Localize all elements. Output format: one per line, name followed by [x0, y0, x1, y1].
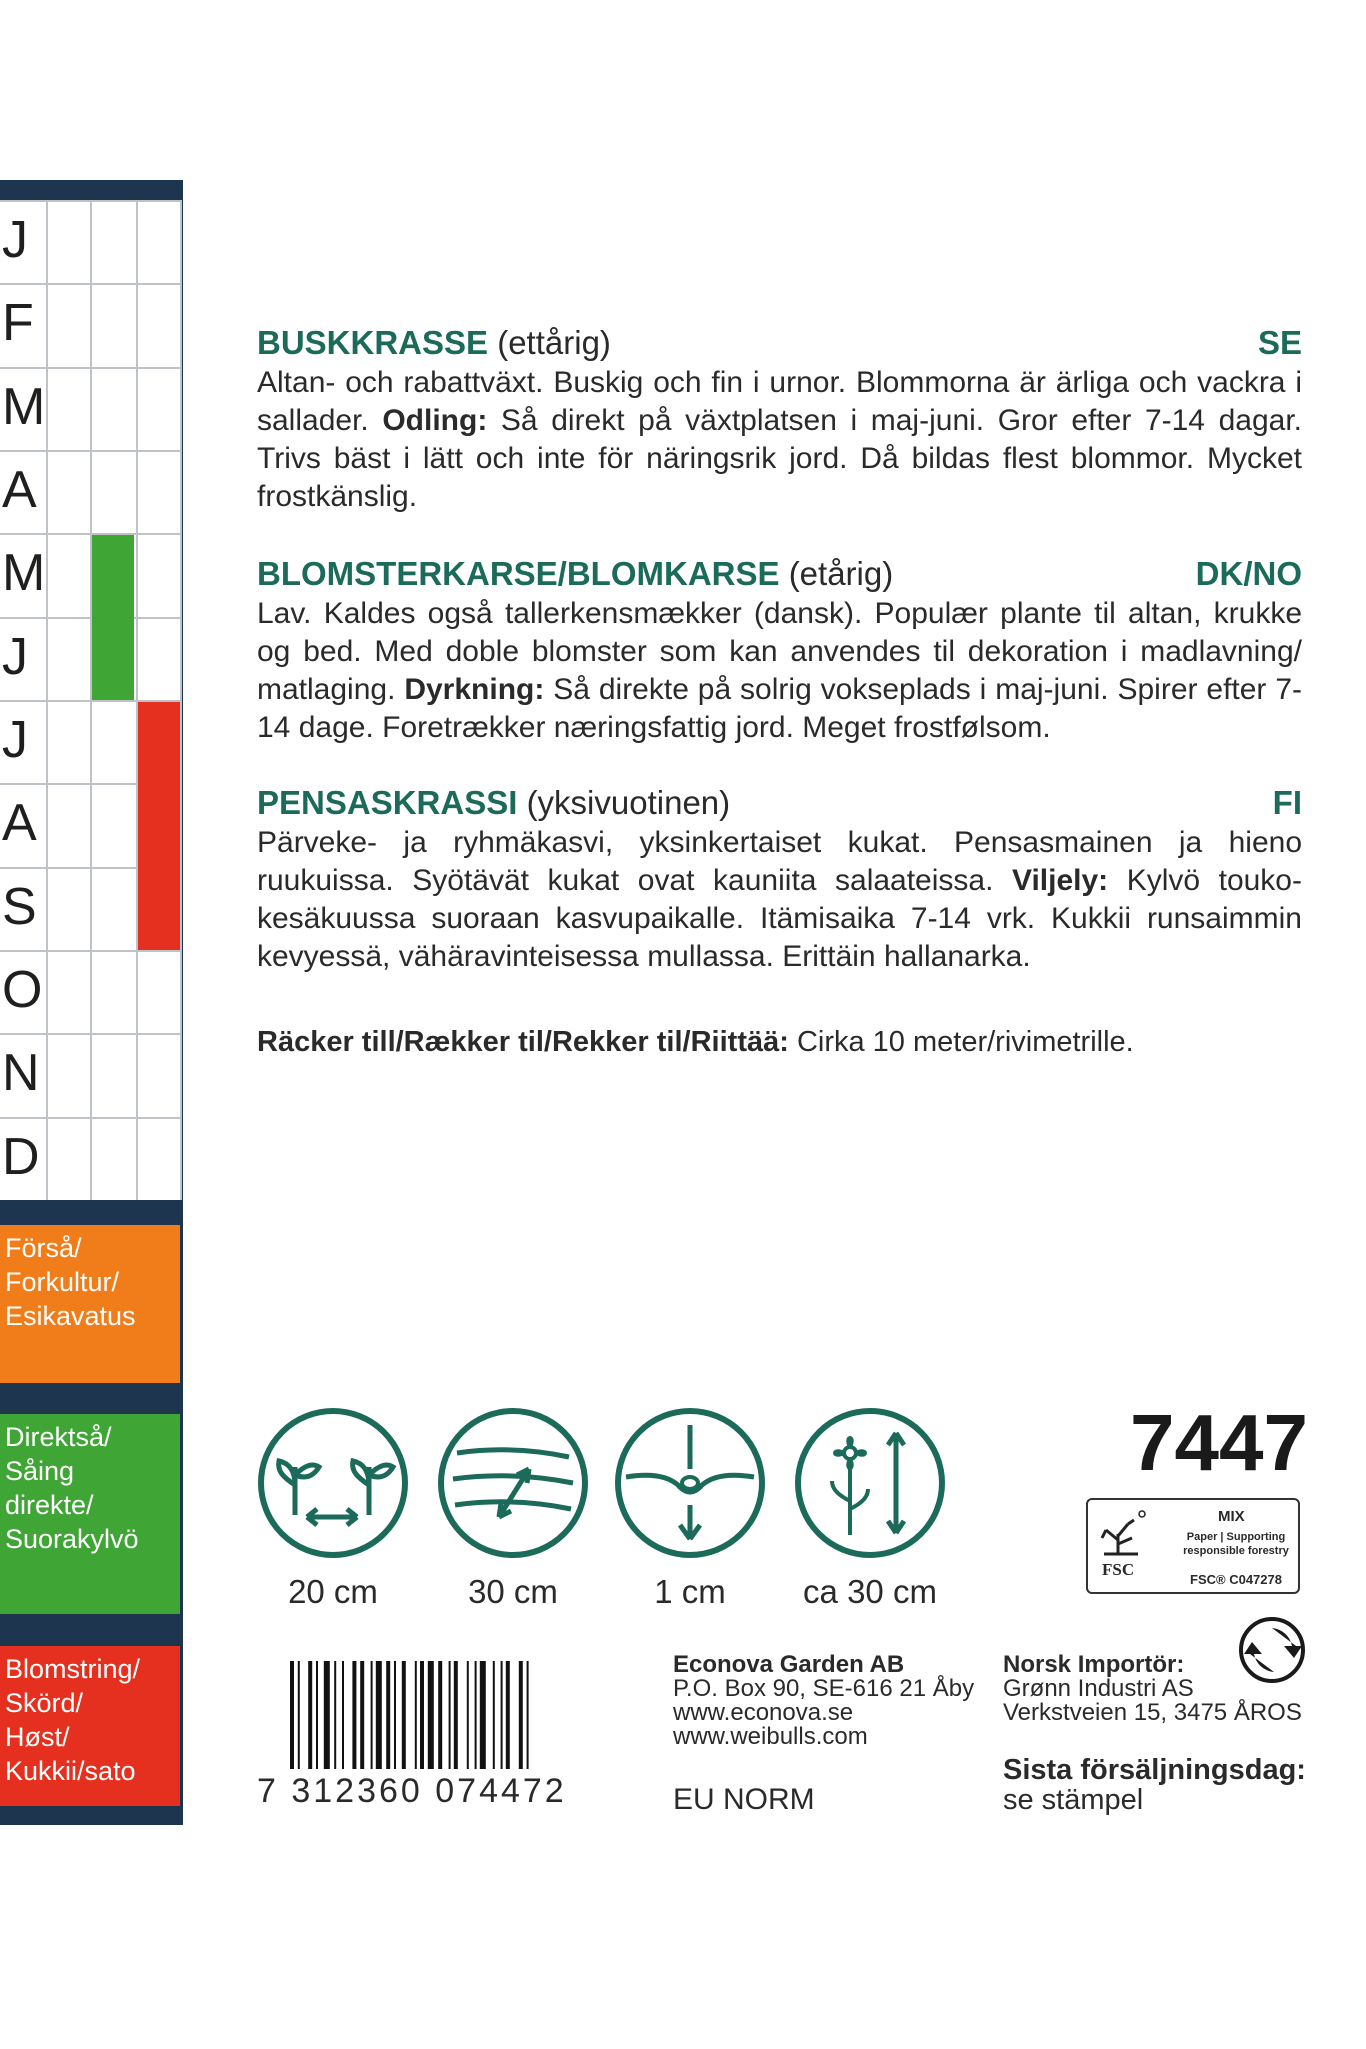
barcode-bar — [480, 1661, 486, 1769]
barcode-digits: 7 312360 074472 — [257, 1772, 567, 1810]
barcode-bar — [352, 1661, 356, 1769]
barcode-bar — [324, 1661, 330, 1769]
direct-sow-band — [90, 535, 134, 700]
fsc-label — [1086, 1498, 1300, 1594]
bloom-band — [136, 702, 180, 950]
month-letter: J — [2, 627, 28, 686]
yield-value: Cirka 10 meter/rivimetrille. — [788, 1026, 1134, 1058]
legend-direct-sow: Direktså/ Såing direkte/ Suorakylvö — [0, 1414, 180, 1614]
section-heading — [257, 322, 1302, 364]
language-code: FI — [1272, 784, 1302, 821]
section-title: PENSASKRASSI — [257, 784, 518, 821]
month-letter: D — [2, 1127, 40, 1186]
yield-label: Räcker till/Rækker til/Rekker til/Riittää: — [257, 1026, 789, 1058]
plant-height-label: ca 30 cm — [803, 1573, 937, 1610]
calendar-column-line — [136, 200, 138, 1200]
barcode-bar — [371, 1661, 373, 1769]
fsc-mix: MIX — [1218, 1508, 1245, 1525]
fsc-tree-icon — [1098, 1504, 1168, 1562]
section-title: BUSKKRASSE — [257, 324, 489, 361]
month-letter: J — [2, 211, 28, 269]
row-spacing — [433, 1405, 593, 1611]
body-text: Kylvö touko-kesäkuussa suoraan kasvupaikalle. Itämisaika 7-14 vrk. Kukkii runsaimmin kevyessä, vähäravinteisessa mullassa. Erittäin hallanarka. — [257, 864, 1302, 973]
barcode-bar — [394, 1661, 396, 1769]
sale-date-head: Sista försäljningsdag: — [1003, 1754, 1306, 1786]
barcode-bar — [402, 1661, 406, 1769]
section-body — [257, 595, 1302, 747]
body-label: Dyrkning: — [404, 673, 545, 706]
body-text: Altan- och rabattväxt. Buskig och fin i urnor. Blommorna är ärliga och vackra i sallader. — [257, 366, 1302, 437]
barcode-bar — [428, 1661, 434, 1769]
language-code: DK/NO — [1195, 555, 1302, 592]
month-letter: O — [2, 961, 43, 1019]
plant-height — [790, 1405, 950, 1611]
barcode-bar — [519, 1661, 523, 1769]
barcode-bar — [386, 1661, 390, 1769]
month-letter: M — [2, 377, 46, 436]
eu-norm: EU NORM — [673, 1783, 815, 1816]
calendar-column-line — [180, 200, 182, 1200]
barcode-bar — [467, 1661, 469, 1769]
month-letter: A — [2, 461, 37, 519]
barcode-bar — [506, 1661, 510, 1769]
fsc-word: FSC — [1102, 1560, 1135, 1579]
section-finnish — [257, 782, 1302, 976]
sowing-depth-icon — [612, 1405, 768, 1561]
plant-spacing-label: 20 cm — [288, 1573, 378, 1610]
body-text: Så direkte på solrig vokseplads i maj-juni. Spirer efter 7-14 dage. Foretrækker næringsfattig jord. Meget frostfølsom. — [257, 673, 1303, 744]
company-name: Econova Garden AB — [673, 1651, 905, 1678]
sale-date — [1003, 1755, 1306, 1815]
section-body — [257, 364, 1302, 516]
barcode-bar — [342, 1661, 344, 1769]
legend-pre-sow: Förså/ Forkultur/ Esikavatus — [0, 1225, 180, 1383]
month-letter: A — [2, 794, 37, 853]
barcode — [290, 1661, 590, 1773]
section-note: (yksivuotinen) — [526, 784, 731, 821]
importer-head: Norsk Importör: — [1003, 1651, 1185, 1678]
barcode-bar — [501, 1661, 503, 1769]
row-spacing-icon — [435, 1405, 591, 1561]
yield-info — [257, 1023, 1302, 1061]
plant-height-icon — [792, 1405, 948, 1561]
body-text: Lav. Kaldes også tallerkensmækker (dansk). Populær plante til altan, krukke og bed. Med doble blomster som kan anvendes til dekoration i madlavning/ matlaging. — [257, 597, 1302, 706]
section-danish-norwegian — [257, 553, 1302, 747]
barcode-bar — [493, 1661, 495, 1769]
company-line: www.econova.se — [673, 1699, 854, 1726]
barcode-bar — [420, 1661, 424, 1769]
body-label: Odling: — [382, 404, 488, 437]
importer-line: Grønn Industri AS — [1003, 1675, 1194, 1702]
row-spacing-label: 30 cm — [468, 1573, 558, 1610]
section-body — [257, 824, 1302, 976]
sowing-depth-label: 1 cm — [654, 1573, 726, 1610]
sowing-depth — [610, 1405, 770, 1611]
barcode-bar — [527, 1661, 529, 1769]
month-letter: N — [2, 1044, 40, 1103]
company-line: P.O. Box 90, SE-616 21 Åby — [673, 1675, 975, 1702]
company-line: www.weibulls.com — [673, 1723, 868, 1750]
barcode-bar — [290, 1661, 294, 1769]
barcode-bar — [360, 1661, 364, 1769]
month-letter: F — [2, 294, 34, 353]
barcode-bar — [334, 1661, 336, 1769]
section-heading — [257, 553, 1302, 595]
sale-date-value: se stämpel — [1003, 1784, 1144, 1816]
language-code: SE — [1257, 324, 1302, 361]
calendar-column-line — [46, 200, 48, 1200]
section-swedish — [257, 322, 1302, 516]
importer-line: Verkstveien 15, 3475 ÅROS — [1003, 1699, 1302, 1726]
section-note: (etårig) — [788, 555, 894, 592]
barcode-bar — [475, 1661, 477, 1769]
barcode-bar — [298, 1661, 300, 1769]
barcode-bar — [376, 1661, 382, 1769]
legend-bloom: Blomstring/ Skörd/ Høst/ Kukkii/sato — [0, 1646, 180, 1806]
barcode-bar — [454, 1661, 458, 1769]
sowing-calendar — [0, 180, 183, 1825]
barcode-bar — [438, 1661, 442, 1769]
plant-spacing-icon — [255, 1405, 411, 1561]
barcode-bar — [308, 1661, 312, 1769]
barcode-bar — [316, 1661, 318, 1769]
month-letter: M — [2, 544, 46, 603]
section-title: BLOMSTERKARSE/BLOMKARSE — [257, 555, 780, 592]
fsc-code: FSC® C047278 — [1190, 1572, 1282, 1587]
body-label: Viljely: — [1011, 864, 1109, 897]
month-letter: S — [2, 877, 37, 936]
calendar-column-line — [90, 200, 92, 1200]
article-number: 7447 — [1130, 1398, 1308, 1487]
fsc-text: Paper | Supporting responsible forestry — [1183, 1531, 1289, 1557]
body-text: Pärveke- ja ryhmäkasvi, yksinkertaiset kukat. Pensasmainen ja hieno ruukuissa. Syötävät kukat ovat kauniita salaateissa. — [257, 826, 1302, 897]
barcode-bar — [449, 1661, 451, 1769]
section-note: (ettårig) — [497, 324, 611, 361]
body-text: Så direkt på växtplatsen i maj-juni. Gror efter 7-14 dagar. Trivs bäst i lätt och inte för näringsrik jord. Då bildas flest blommor. Mycket frostkänslig. — [257, 404, 1302, 513]
recycle-icon — [1238, 1616, 1306, 1684]
company-address — [673, 1653, 974, 1749]
section-heading — [257, 782, 1302, 824]
month-letter: J — [2, 711, 28, 769]
barcode-bar — [415, 1661, 417, 1769]
plant-spacing — [253, 1405, 413, 1611]
